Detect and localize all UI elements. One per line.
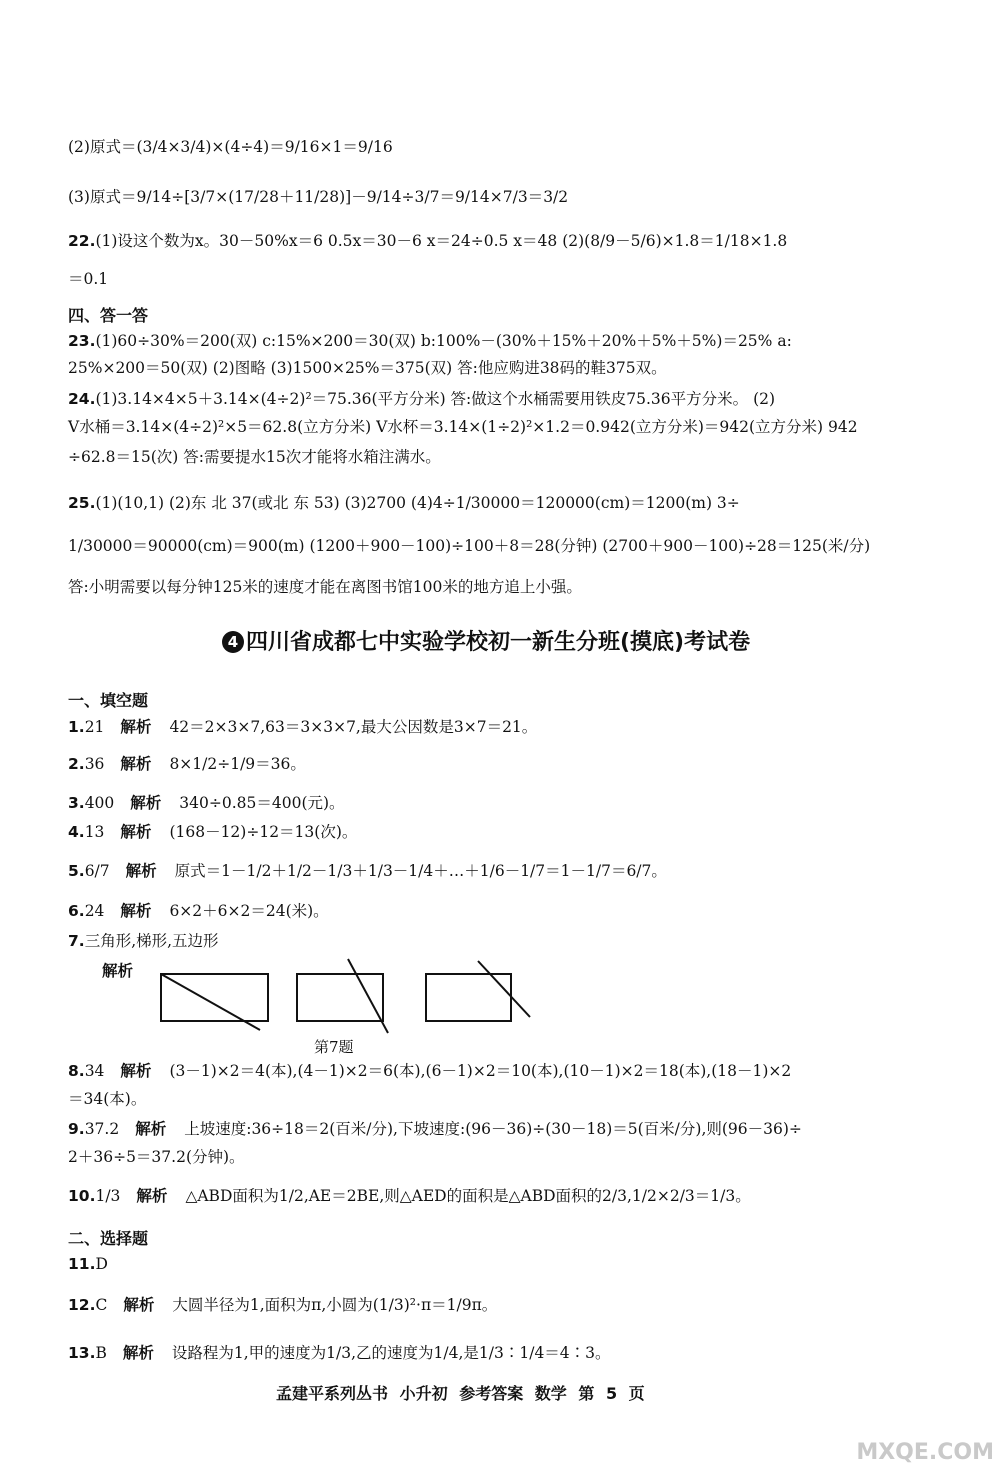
footer-level: 小升初 [399,1384,448,1403]
q10 [68,1185,751,1207]
answer: B [95,1344,107,1362]
fill-2 [68,753,306,775]
line-top-3: (3)原式＝9/14÷[3/7×(17/28＋11/28)]－9/14÷3/7＝9/14×7/3＝3/2 [68,188,569,206]
analysis: (3－1)×2＝4(本),(4－1)×2＝6(本),(6－1)×2＝10(本),(10－1)×2＝18(本),(18－1)×2 [169,1062,792,1080]
q22 [68,230,787,252]
answer: C [95,1296,108,1314]
q-num: 24. [68,390,96,408]
q9 [68,1118,802,1140]
analysis: 原式＝1－1/2＋1/2－1/3＋1/3－1/4＋…＋1/6－1/7＝1－1/7＝6/7。 [174,862,667,880]
analysis: 42＝2×3×7,63＝3×3×7,最大公因数是3×7＝21。 [169,718,538,736]
section-title: 一、填空题 [68,691,149,710]
jiexi-label: 解析 [130,794,162,812]
q-text: (1)(10,1) (2)东 北 37(或北 东 53) (3)2700 (4)4÷1/30000＝120000(cm)＝1200(m) 3÷ [95,494,740,512]
q-num: 11. [68,1255,96,1273]
rectangle-cut-figure [150,958,550,1038]
q-num: 23. [68,332,96,350]
q9-cont: 2＋36÷5＝37.2(分钟)。 [68,1148,245,1166]
q-text: (1)60÷30%＝200(双) c:15%×200＝30(双) b:100%－(30%＋15%＋20%＋5%＋5%)＝25% a: [95,332,792,350]
q25-cont1: 1/30000＝90000(cm)＝900(m) (1200＋900－100)÷100＋8＝28(分钟) (2700＋900－100)÷28＝125(米/分) [68,537,871,555]
cut-line-3 [478,961,530,1017]
q24 [68,388,775,410]
q-num: 13. [68,1344,96,1362]
analysis: 上坡速度:36÷18＝2(百米/分),下坡速度:(96－36)÷(30－18)＝5(百米/分),则(96－36)÷ [184,1120,802,1138]
watermark: MXQE.COM [856,1440,994,1465]
q25-cont2: 答:小明需要以每分钟125米的速度才能在离图书馆100米的地方追上小强。 [68,578,582,596]
analysis: (168－12)÷12＝13(次)。 [169,823,358,841]
jiexi-label: 解析 [120,902,152,920]
answer: 1/3 [95,1187,121,1205]
answer: 24 [84,902,105,920]
q8-cont: ＝34(本)。 [68,1090,147,1108]
page-footer [276,1381,645,1404]
answer: 37.2 [84,1120,120,1138]
q-num: 3. [68,794,85,812]
analysis: 340÷0.85＝400(元)。 [179,794,345,812]
fill-3 [68,792,345,814]
answer: 36 [84,755,105,773]
q-num: 9. [68,1120,85,1138]
analysis: 8×1/2÷1/9＝36。 [169,755,306,773]
q-text: (1)3.14×4×5＋3.14×(4÷2)²＝75.36(平方分米) 答:做这个水桶需要用铁皮75.36平方分米。 (2) [95,390,776,408]
jiexi-label: 解析 [120,823,152,841]
q23-cont: 25%×200＝50(双) (2)图略 (3)1500×25%＝375(双) 答:他应购进38码的鞋375双。 [68,359,667,377]
q-num: 25. [68,494,96,512]
q-num: 8. [68,1062,85,1080]
analysis: △ABD面积为1/2,AE＝2BE,则△AED的面积是△ABD面积的2/3,1/2×2/3＝1/3。 [185,1187,751,1205]
line-top-2: (2)原式＝(3/4×3/4)×(4÷4)＝9/16×1＝9/16 [68,138,393,156]
exam-heading [222,625,750,656]
choice-11 [68,1253,108,1275]
analysis: 设路程为1,甲的速度为1/3,乙的速度为1/4,是1/3∶1/4＝4∶3。 [171,1344,611,1362]
page-number: 第 5 页 [578,1384,645,1403]
jiexi-label: 解析 [120,718,152,736]
figure-caption: 第7题 [314,1038,354,1056]
answer: 三角形,梯形,五边形 [84,932,219,950]
q-num: 6. [68,902,85,920]
analysis: 6×2＋6×2＝24(米)。 [169,902,329,920]
fill-4 [68,821,357,843]
answer: 21 [84,718,105,736]
fill-1 [68,716,537,738]
number-badge: 4 [222,631,244,653]
rect-2 [297,974,383,1021]
q-num: 10. [68,1187,96,1205]
q-num: 4. [68,823,85,841]
jiexi-label: 解析 [125,862,157,880]
q8 [68,1060,791,1082]
jiexi-label: 解析 [120,1062,152,1080]
q25 [68,492,740,514]
exam-title: 四川省成都七中实验学校初一新生分班(摸底)考试卷 [246,630,751,655]
q-num: 2. [68,755,85,773]
q-num: 1. [68,718,85,736]
analysis: 大圆半径为1,面积为π,小圆为(1/3)²·π＝1/9π。 [172,1296,498,1314]
answer: 34 [84,1062,105,1080]
q24-cont2: ÷62.8＝15(次) 答:需要提水15次才能将水箱注满水。 [68,448,441,466]
jiexi-label: 解析 [123,1296,155,1314]
jiexi-label: 解析 [136,1187,168,1205]
q-num: 7. [68,932,85,950]
q-num: 22. [68,232,96,250]
q7 [68,930,219,952]
choice-13 [68,1342,611,1364]
jiexi-label: 解析 [120,755,152,773]
section-title: 四、答一答 [68,306,149,325]
jiexi-label: 解析 [135,1120,167,1138]
answer: D [95,1255,108,1273]
footer-subject: 数学 [534,1384,567,1403]
fill-6 [68,900,329,922]
section-title: 二、选择题 [68,1229,149,1248]
q22-cont: ＝0.1 [68,270,109,288]
rect-1 [161,974,268,1021]
q23 [68,330,792,352]
choice-12 [68,1294,497,1316]
q-num: 12. [68,1296,96,1314]
footer-series: 孟建平系列丛书 [276,1384,389,1403]
q7-jiexi [68,960,151,982]
rect-3 [426,974,511,1021]
answer: 400 [84,794,115,812]
answer: 6/7 [84,862,110,880]
jiexi-label: 解析 [102,962,134,980]
footer-kind: 参考答案 [459,1384,524,1403]
q24-cont1: V水桶＝3.14×(4÷2)²×5＝62.8(立方分米) V水杯＝3.14×(1÷2)²×1.2＝0.942(立方分米)＝942(立方分米) 942 [68,418,858,436]
fill-5 [68,860,667,882]
q-text: (1)设这个数为x。30－50%x＝6 0.5x＝30－6 x＝24÷0.5 x＝48 (2)(8/9－5/6)×1.8＝1/18×1.8 [95,232,788,250]
answer: 13 [84,823,105,841]
jiexi-label: 解析 [122,1344,154,1362]
q-num: 5. [68,862,85,880]
